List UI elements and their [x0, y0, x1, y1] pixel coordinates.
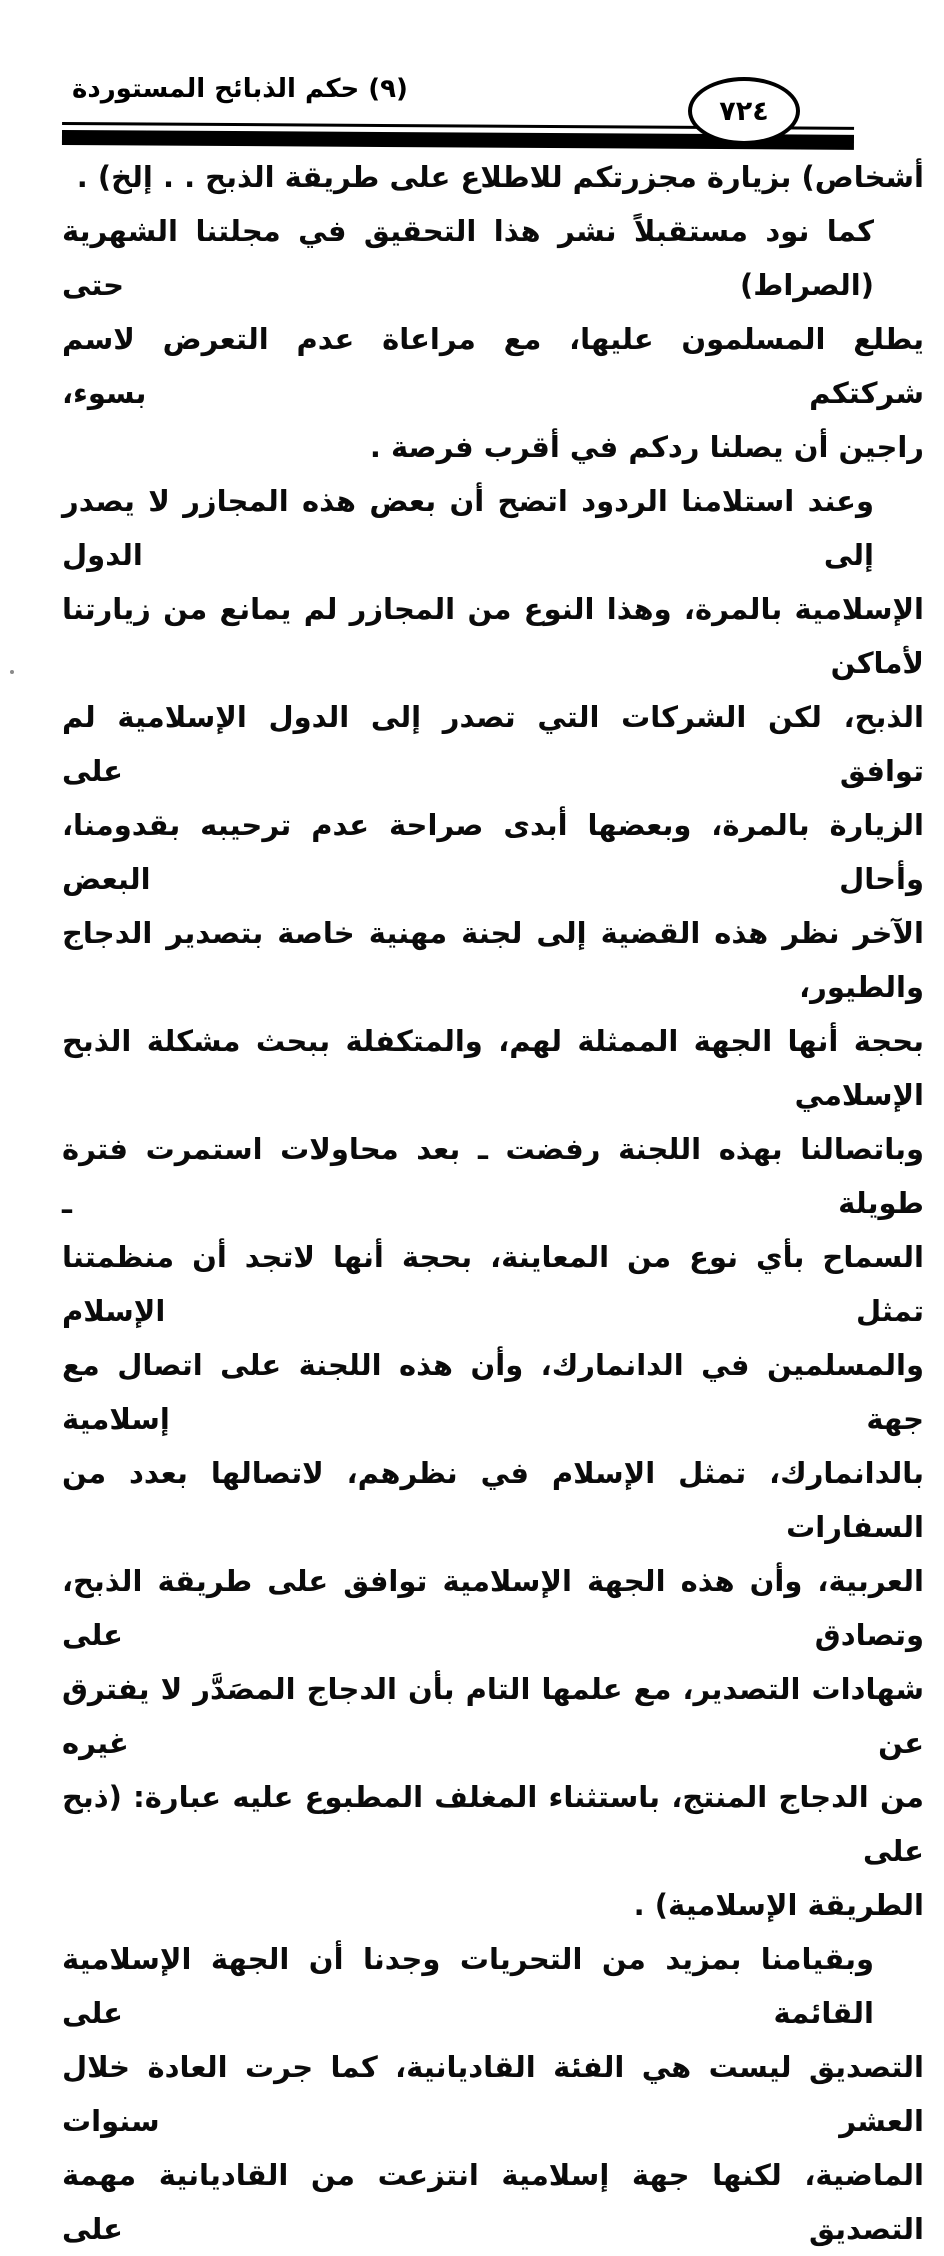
- text-line: الزيارة بالمرة، وبعضها أبدى صراحة عدم ترحيبه بقدومنا، وأحال البعض: [62, 808, 924, 896]
- text-line: يطلع المسلمون عليها، مع مراعاة عدم التعرض لاسم شركتكم بسوء،: [62, 322, 924, 410]
- text-line: التصديق ليست هي الفئة القاديانية، كما جرت العادة خلال العشر سنوات: [62, 2050, 924, 2138]
- text-line: وعند استلامنا الردود اتضح أن بعض هذه المجازر لا يصدر إلى الدول: [62, 484, 874, 572]
- text-line: راجين أن يصلنا ردكم في أقرب فرصة .: [369, 430, 924, 464]
- text-line: العربية، وأن هذه الجهة الإسلامية توافق على طريقة الذبح، وتصادق على: [62, 1564, 924, 1652]
- text-line: من الدجاج المنتج، باستثناء المغلف المطبوع عليه عبارة: (ذبح على: [62, 1780, 924, 1868]
- text-line: شهادات التصدير، مع علمها التام بأن الدجاج المصَدَّر لا يفترق عن غيره: [62, 1672, 924, 1760]
- body-text: [62, 150, 924, 2256]
- text-line: السماح بأي نوع من المعاينة، بحجة أنها لاتجد أن منظمتنا تمثل الإسلام: [62, 1240, 924, 1328]
- text-line: بحجة أنها الجهة الممثلة لهم، والمتكفلة ببحث مشكلة الذبح الإسلامي: [62, 1024, 924, 1112]
- scan-speck: [10, 670, 14, 674]
- text-line: كما نود مستقبلاً نشر هذا التحقيق في مجلتنا الشهرية (الصراط) حتى: [62, 214, 874, 302]
- text-line: الماضية، لكنها جهة إسلامية انتزعت من القاديانية مهمة التصديق على: [62, 2158, 924, 2246]
- text-line: الإسلامية بالمرة، وهذا النوع من المجازر لم يمانع من زيارتنا لأماكن: [62, 592, 924, 680]
- text-line: والمسلمين في الدانمارك، وأن هذه اللجنة على اتصال مع جهة إسلامية: [62, 1348, 924, 1436]
- chapter-title: (٩) حكم الذبائح المستوردة: [72, 74, 408, 104]
- text-line: أشخاص) بزيارة مجزرتكم للاطلاع على طريقة الذبح . . إلخ) .: [76, 160, 924, 194]
- text-line: الذبح، لكن الشركات التي تصدر إلى الدول الإسلامية لم توافق على: [62, 700, 924, 788]
- page-number-badge: [688, 77, 800, 145]
- text-line: وباتصالنا بهذه اللجنة رفضت ـ بعد محاولات استمرت فترة طويلة ـ: [62, 1132, 924, 1220]
- text-line: الآخر نظر هذه القضية إلى لجنة مهنية خاصة بتصدير الدجاج والطيور،: [62, 916, 924, 1004]
- text-line: بالدانمارك، تمثل الإسلام في نظرهم، لاتصالها بعدد من السفارات: [62, 1456, 924, 1544]
- text-line: الطريقة الإسلامية) .: [633, 1888, 924, 1922]
- page-number: ٧٢٤: [719, 95, 769, 127]
- text-line: وبقيامنا بمزيد من التحريات وجدنا أن الجهة الإسلامية القائمة على: [62, 1942, 874, 2030]
